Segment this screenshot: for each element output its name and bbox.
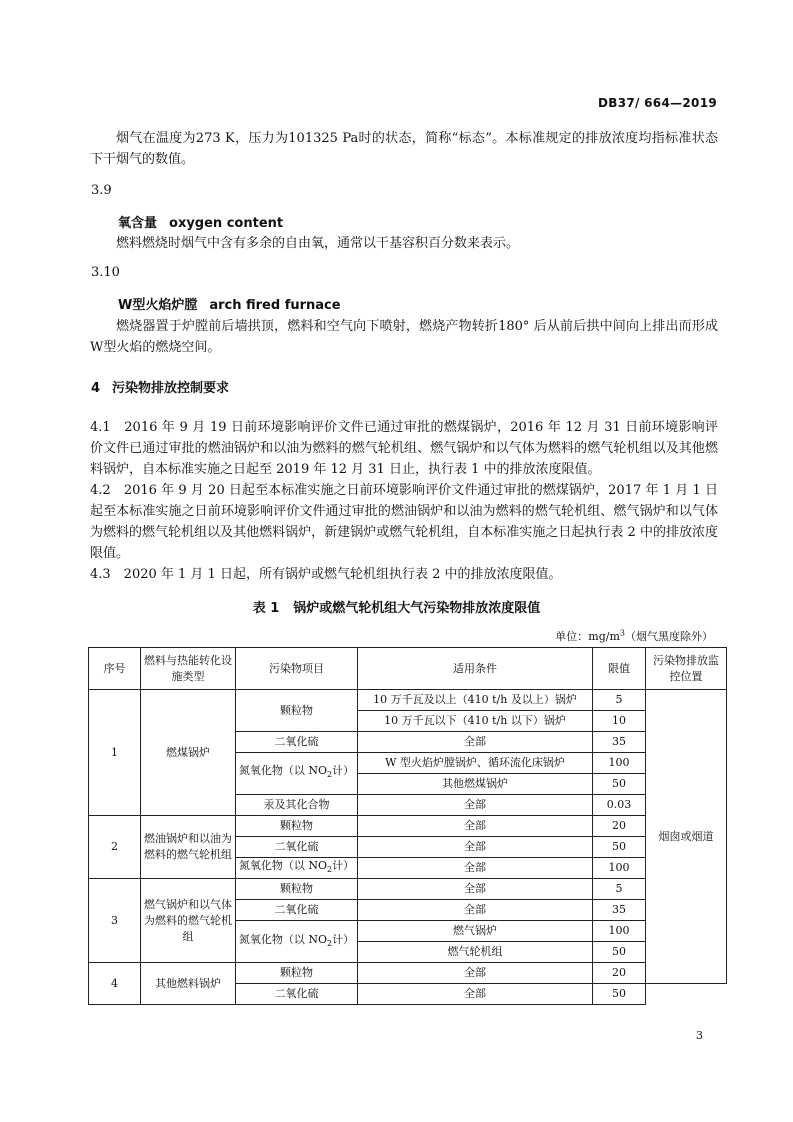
section-4-heading <box>91 377 229 396</box>
condition: 10 万千瓦及以上（410 t/h 及以上）锅炉 <box>358 690 593 711</box>
clause-3-9-number: 3.9 <box>91 183 112 198</box>
condition: 全部 <box>358 984 593 1005</box>
facility-type: 燃气锅炉和以气体为燃料的燃气轮机组 <box>141 879 236 963</box>
pollutant: 颗粒物 <box>236 879 358 900</box>
pollutant: 汞及其化合物 <box>236 795 358 816</box>
header-condition: 适用条件 <box>358 648 593 690</box>
limit: 20 <box>593 816 646 837</box>
limit: 10 <box>593 711 646 732</box>
limit: 100 <box>593 921 646 942</box>
clause-3-10-number: 3.10 <box>91 265 120 280</box>
condition: 全部 <box>358 732 593 753</box>
header-facility: 燃料与热能转化设施类型 <box>141 648 236 690</box>
header-pollutant: 污染物项目 <box>236 648 358 690</box>
clause-3-10-term <box>118 294 341 313</box>
pollutant: 颗粒物 <box>236 690 358 732</box>
standard-state-paragraph: 烟气在温度为273 K，压力为101325 Pa时的状态，简称“标态”。本标准规定的排放浓度均指标准状态下干烟气的数值。 <box>90 131 718 167</box>
limit: 35 <box>593 900 646 921</box>
facility-type: 燃油锅炉和以油为燃料的燃气轮机组 <box>141 816 236 879</box>
pollutant-nox: 氮氧化物（以 $NO_2$计） <box>236 921 358 963</box>
table-label: 表 1 <box>252 601 280 616</box>
clause-4-1: 4.1 2016 年 9 月 19 日前环境影响评价文件已通过审批的燃煤锅炉，2016 年 12 月 31 日前环境影响评价文件已通过审批的燃油锅炉和以油为燃料的燃气轮机组、燃气锅炉和以气体为燃料的燃气轮机组以及其他燃料锅炉，自本标准实施之日起至 2019 年 12 月 31 日止，执行表 1 中的排放浓度限值。 <box>90 420 718 477</box>
pollutant: 二氧化硫 <box>236 837 358 858</box>
limit: 50 <box>593 837 646 858</box>
term-cn: W型火焰炉膛 <box>118 298 198 313</box>
clause-3-9-term <box>118 212 283 231</box>
limit: 5 <box>593 879 646 900</box>
condition: 全部 <box>358 900 593 921</box>
table-header-row <box>89 648 727 690</box>
pollutant: 二氧化硫 <box>236 900 358 921</box>
condition: 10 万千瓦以下（410 t/h 以下）锅炉 <box>358 711 593 732</box>
pollutant: 颗粒物 <box>236 963 358 984</box>
document-code: DB37/ 664—2019 <box>597 96 717 110</box>
condition: 其他燃煤锅炉 <box>358 774 593 795</box>
row-no: 4 <box>89 963 141 1005</box>
limit: 100 <box>593 858 646 879</box>
header-monitor: 污染物排放监控位置 <box>646 648 727 690</box>
clause-3-10-definition: 燃烧器置于炉膛前后墙拱顶，燃料和空气向下喷射，燃烧产物转折180° 后从前后拱中间向上排出而形成W型火焰的燃烧空间。 <box>90 319 718 355</box>
facility-type: 燃煤锅炉 <box>141 690 236 816</box>
table-row <box>89 816 727 837</box>
pollutant: 二氧化硫 <box>236 984 358 1005</box>
pollutant: 颗粒物 <box>236 816 358 837</box>
pollutant-nox: 氮氧化物（以 $NO_2$计） <box>236 753 358 795</box>
condition: 全部 <box>358 837 593 858</box>
limit: 5 <box>593 690 646 711</box>
term-en: arch fired furnace <box>209 298 341 313</box>
pollutant-nox: 氮氧化物（以 $NO_2$计） <box>236 858 358 879</box>
table-row <box>89 879 727 900</box>
limit: 20 <box>593 963 646 984</box>
limit: 50 <box>593 774 646 795</box>
clause-4-2: 4.2 2016 年 9 月 20 日起至本标准实施之日前环境影响评价文件通过审批的燃煤锅炉，2017 年 1 月 1 日起至本标准实施之日前环境影响评价文件通过审批的燃油锅炉和以油为燃料的燃气轮机组、燃气锅炉和以气体为燃料的燃气轮机组以及其他燃料锅炉，新建锅炉或燃气轮机组，自本标准实施之日起执行表 2 中的排放浓度限值。 <box>90 483 718 561</box>
header-no: 序号 <box>89 648 141 690</box>
condition: W 型火焰炉膛锅炉、循环流化床锅炉 <box>358 753 593 774</box>
table-row <box>89 963 727 984</box>
term-cn: 氧含量 <box>118 216 158 231</box>
section-number: 4 <box>91 381 101 396</box>
condition: 全部 <box>358 963 593 984</box>
clause-4-3: 4.3 2020 年 1 月 1 日起，所有锅炉或燃气轮机组执行表 2 中的排放浓度限值。 <box>90 567 562 582</box>
monitor-location: 烟囱或烟道 <box>646 690 727 984</box>
limit: 100 <box>593 753 646 774</box>
condition: 燃气锅炉 <box>358 921 593 942</box>
table-1-title <box>0 597 793 616</box>
limit: 50 <box>593 984 646 1005</box>
row-no: 1 <box>89 690 141 816</box>
limit: 35 <box>593 732 646 753</box>
limit: 0.03 <box>593 795 646 816</box>
table-unit: 单位：$mg/m^3$（烟气黑度除外） <box>555 628 713 643</box>
emission-limits-table <box>88 647 727 1005</box>
limit: 50 <box>593 942 646 963</box>
table-row <box>89 690 727 711</box>
condition: 全部 <box>358 879 593 900</box>
clause-3-9-definition: 燃料燃烧时烟气中含有多余的自由氧，通常以干基容积百分数来表示。 <box>116 236 520 251</box>
header-limit: 限值 <box>593 648 646 690</box>
condition: 燃气轮机组 <box>358 942 593 963</box>
row-no: 2 <box>89 816 141 879</box>
pollutant: 二氧化硫 <box>236 732 358 753</box>
condition: 全部 <box>358 795 593 816</box>
condition: 全部 <box>358 816 593 837</box>
table-title: 锅炉或燃气轮机组大气污染物排放浓度限值 <box>293 601 541 616</box>
row-no: 3 <box>89 879 141 963</box>
facility-type: 其他燃料锅炉 <box>141 963 236 1005</box>
page-number: 3 <box>696 1029 703 1042</box>
section-title: 污染物排放控制要求 <box>112 381 230 396</box>
condition: 全部 <box>358 858 593 879</box>
term-en: oxygen content <box>169 216 284 231</box>
